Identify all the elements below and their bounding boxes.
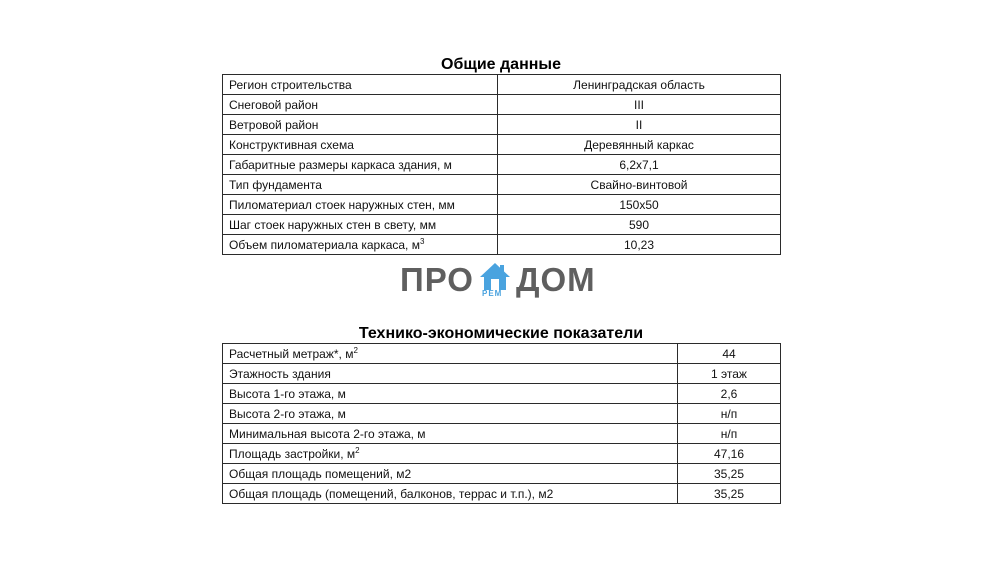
row-label: Шаг стоек наружных стен в свету, мм [229, 217, 437, 232]
row-value: III [498, 95, 781, 115]
row-label: Ветровой район [229, 117, 319, 132]
row-value: Деревянный каркас [498, 135, 781, 155]
unit-superscript: 2 [355, 445, 360, 455]
table-row [223, 424, 781, 444]
row-label-cell [223, 484, 678, 504]
table-row [223, 484, 781, 504]
row-value: 150х50 [498, 195, 781, 215]
table-row [223, 344, 781, 364]
table-row [223, 95, 781, 115]
table-row [223, 115, 781, 135]
unit-superscript: 3 [419, 236, 425, 246]
row-value: 590 [498, 215, 781, 235]
table-row [223, 75, 781, 95]
row-label-cell [223, 115, 498, 135]
row-value: II [498, 115, 781, 135]
row-label: Минимальная высота 2-го этажа, м [229, 426, 426, 441]
table-row [223, 235, 781, 255]
row-label: Высота 1-го этажа, м [229, 386, 346, 401]
row-label: Конструктивная схема [229, 137, 354, 152]
general-data-table [222, 74, 781, 255]
row-label: Габаритные размеры каркаса здания, м [229, 157, 452, 172]
tech-indicators-title: Технико-экономические показатели [358, 325, 644, 342]
row-label-cell [223, 404, 678, 424]
row-value: Свайно-винтовой [498, 175, 781, 195]
table-row [223, 364, 781, 384]
row-label-cell [223, 364, 678, 384]
prodom-logo [400, 260, 600, 302]
row-value: н/п [678, 404, 781, 424]
row-label: Общая площадь (помещений, балконов, террас и т.п.), м2 [229, 486, 554, 501]
row-value: 10,23 [498, 235, 781, 255]
row-label-cell [223, 175, 498, 195]
row-value: 44 [678, 344, 781, 364]
row-label: Расчетный метраж*, м [229, 346, 354, 361]
logo-small-text: РЕМ [482, 289, 503, 298]
table-row [223, 215, 781, 235]
table-row [223, 135, 781, 155]
row-value: 2,6 [678, 384, 781, 404]
row-value: 35,25 [678, 464, 781, 484]
row-label: Высота 2-го этажа, м [229, 406, 346, 421]
row-label-cell [223, 95, 498, 115]
table-row [223, 384, 781, 404]
row-label-cell [223, 135, 498, 155]
row-label: Площадь застройки, м [229, 446, 356, 461]
row-label-cell [223, 424, 678, 444]
row-label: Тип фундамента [229, 177, 322, 192]
logo-word-right: ДОМ [516, 261, 596, 298]
row-value: 35,25 [678, 484, 781, 504]
row-value: 6,2х7,1 [498, 155, 781, 175]
row-label: Этажность здания [229, 366, 331, 381]
logo-word-left: ПРО [400, 261, 474, 298]
row-value: 47,16 [678, 444, 781, 464]
row-value: 1 этаж [678, 364, 781, 384]
table-row [223, 175, 781, 195]
tech-indicators-table [222, 343, 781, 504]
unit-superscript: 2 [353, 345, 358, 355]
general-data-title: Общие данные [441, 56, 561, 73]
row-label-cell [223, 235, 498, 255]
row-label-cell [223, 344, 678, 364]
row-label-cell [223, 444, 678, 464]
row-label-cell [223, 75, 498, 95]
row-label-cell [223, 464, 678, 484]
row-label-cell [223, 195, 498, 215]
row-label: Общая площадь помещений, м2 [229, 466, 412, 481]
row-label-cell [223, 155, 498, 175]
table-row [223, 195, 781, 215]
row-label-cell [223, 215, 498, 235]
row-value: Ленинградская область [498, 75, 781, 95]
table-row [223, 404, 781, 424]
table-row [223, 155, 781, 175]
table-row [223, 464, 781, 484]
row-label: Объем пиломатериала каркаса, м [229, 237, 420, 252]
row-value: н/п [678, 424, 781, 444]
row-label: Регион строительства [229, 77, 352, 92]
table-row [223, 444, 781, 464]
row-label: Снеговой район [229, 97, 319, 112]
row-label: Пиломатериал стоек наружных стен, мм [229, 197, 455, 212]
row-label-cell [223, 384, 678, 404]
